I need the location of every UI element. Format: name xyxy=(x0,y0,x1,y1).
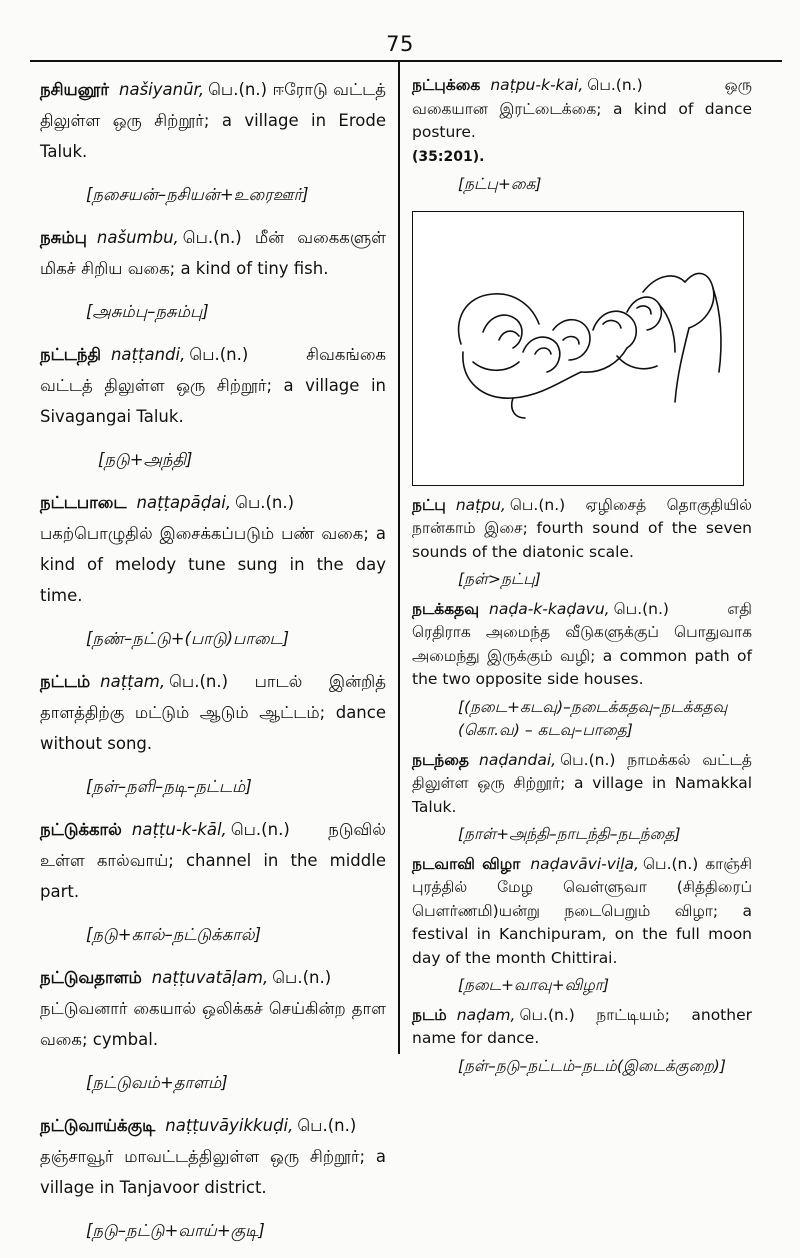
etymology: [நள்–நளி–நடி–நட்டம்] xyxy=(86,777,252,796)
etymology: [நட்டுவம்+தாளம்] xyxy=(86,1073,228,1092)
transliteration: naṭṭuvāyikkuḍi, xyxy=(165,1116,294,1135)
headword: நட்டுவாய்க்குடி xyxy=(40,1116,156,1135)
definition: பெ.(n.) ஈரோடு வட்டத் திலுள்ள ஒரு சிற்றூர்; a village in Erode Taluk. xyxy=(40,80,386,161)
etymology: [நள்–நடு–நட்டம்–நடம்(இடைக்குறை)] xyxy=(458,1056,726,1075)
dictionary-entry xyxy=(40,74,386,222)
dictionary-entry xyxy=(40,222,386,339)
transliteration: naṭṭam, xyxy=(100,672,166,691)
headword: நசியனூர் xyxy=(40,80,110,99)
header-rule xyxy=(30,60,782,62)
definition: பெ.(n.) சிவகங்கை வட்டத் திலுள்ள ஒரு சிற்றூர்; a village in Sivagangai Taluk. xyxy=(40,345,386,426)
headword: நட்புக்கை xyxy=(412,76,481,94)
definition: பெ.(n.) எதி ரெதிராக அமைந்த வீடுகளுக்குப் பொதுவாக அமைந்து இருக்கும் வழி; a common path of the two opposite side houses. xyxy=(412,599,752,688)
etymology: [நட்பு+கை] xyxy=(458,175,542,193)
definition: பெ.(n.) மீன் வகைகளுள் மிகச் சிறிய வகை; a kind of tiny fish. xyxy=(40,228,386,278)
etymology: [நாள்+அந்தி–நாடந்தி–நடந்தை] xyxy=(458,825,681,843)
dictionary-entry xyxy=(412,853,752,1004)
dictionary-entry xyxy=(40,962,386,1110)
dance-posture-illustration xyxy=(412,211,744,486)
transliteration: naḍam, xyxy=(456,1005,516,1024)
dictionary-entry xyxy=(40,1110,386,1258)
transliteration: našiyanūr, xyxy=(119,80,205,99)
definition: பெ.(n.) பகற்பொழுதில் இசைக்கப்படும் பண் வகை; a kind of melody tune sung in the day time. xyxy=(40,493,386,605)
definition: பெ.(n.) ஒரு வகையான இரட்டைக்கை; a kind of dance posture. xyxy=(412,76,752,141)
headword: நடந்தை xyxy=(412,750,469,769)
transliteration: naṭpu-k-kai, xyxy=(490,76,584,94)
transliteration: naṭṭapāḍai, xyxy=(136,493,232,512)
transliteration: naṭṭandi, xyxy=(110,345,186,364)
headword: நட்டபாடை xyxy=(40,493,127,512)
dictionary-entry xyxy=(40,666,386,814)
dictionary-entry xyxy=(412,598,752,749)
definition: பெ.(n.) நாட்டியம்; another name for dance. xyxy=(412,1005,752,1047)
definition: பெ.(n.) நாமக்கல் வட்டத் திலுள்ள ஒரு சிற்றூர்; a village in Namakkal Taluk. xyxy=(412,750,752,816)
column-divider xyxy=(398,62,400,1054)
etymology: [நள்>நட்பு] xyxy=(458,570,541,588)
dictionary-entry xyxy=(40,339,386,487)
etymology: [நடு+அந்தி] xyxy=(98,450,193,469)
headword: நட்பு xyxy=(412,495,446,514)
transliteration: našumbu, xyxy=(96,228,179,247)
dictionary-entry xyxy=(412,1004,752,1085)
headword: நடக்கதவு xyxy=(412,599,480,618)
etymology: [நண்–நட்டு+(பாடு)பாடை] xyxy=(86,629,290,648)
transliteration: naṭpu, xyxy=(455,495,506,514)
etymology: [நடை+வாவு+விழா] xyxy=(458,976,609,994)
etymology: [நடு+கால்–நட்டுக்கால்] xyxy=(86,925,262,944)
left-column xyxy=(40,74,386,1258)
definition: பெ.(n.) ஏழிசைத் தொகுதியில் நான்காம் இசை; fourth sound of the seven sounds of the diatonic scale. xyxy=(412,495,752,561)
dictionary-entry xyxy=(412,749,752,853)
headword: நடவாவி விழா xyxy=(412,854,521,873)
headword: நட்டம் xyxy=(40,672,91,691)
transliteration: naṭṭu-k-kāl, xyxy=(131,820,227,839)
page-number: 75 xyxy=(386,32,414,56)
etymology: [நடு–நட்டு+வாய்+குடி] xyxy=(86,1221,265,1240)
headword: நடம் xyxy=(412,1005,447,1024)
definition: பெ.(n.) பாடல் இன்றித் தாளத்திற்கு மட்டும் ஆடும் ஆட்டம்; dance without song. xyxy=(40,672,386,753)
transliteration: naḍandai, xyxy=(479,750,557,769)
etymology: [நசையன்–நசியன்+உரைஊர்] xyxy=(86,185,309,204)
dictionary-entry xyxy=(40,487,386,666)
dictionary-entry xyxy=(40,814,386,962)
transliteration: naḍavāvi-viḻa, xyxy=(530,854,639,873)
headword: நட்டுக்கால் xyxy=(40,820,122,839)
transliteration: naṭṭuvatāḷam, xyxy=(151,968,269,987)
definition: பெ.(n.) நடுவில் உள்ள கால்வாய்; channel in the middle part. xyxy=(40,820,386,901)
definition: பெ.(n.) தஞ்சாவூர் மாவட்டத்திலுள்ள ஒரு சிற்றூர்; a village in Tanjavoor district. xyxy=(40,1116,386,1197)
etymology: [அசும்பு–நசும்பு] xyxy=(86,302,209,321)
headword: நட்டந்தி xyxy=(40,345,101,364)
definition: பெ.(n.) நட்டுவனார் கையால் ஒலிக்கச் செய்கின்ற தாள வகை; cymbal. xyxy=(40,968,386,1049)
headword: நசும்பு xyxy=(40,228,87,247)
dictionary-entry xyxy=(412,494,752,598)
etymology: [(நடை+கடவு)–நடைக்கதவு–நடக்கதவு (கொ.வ) – கடவு–பாதை] xyxy=(458,697,728,739)
headword: நட்டுவதாளம் xyxy=(40,968,142,987)
right-column xyxy=(412,74,752,1084)
transliteration: naḍa-k-kaḍavu, xyxy=(489,599,610,618)
source-reference: (35:201). xyxy=(412,148,485,165)
definition: பெ.(n.) காஞ்சி புரத்தில் மேழ வெள்ளுவா (சித்திரைப் பெளர்ணமி)யன்று நடைபெறும் விழா; a festival in Kanchipuram, on the full moon day of the month Chittirai. xyxy=(412,854,752,967)
dictionary-entry xyxy=(412,74,752,203)
